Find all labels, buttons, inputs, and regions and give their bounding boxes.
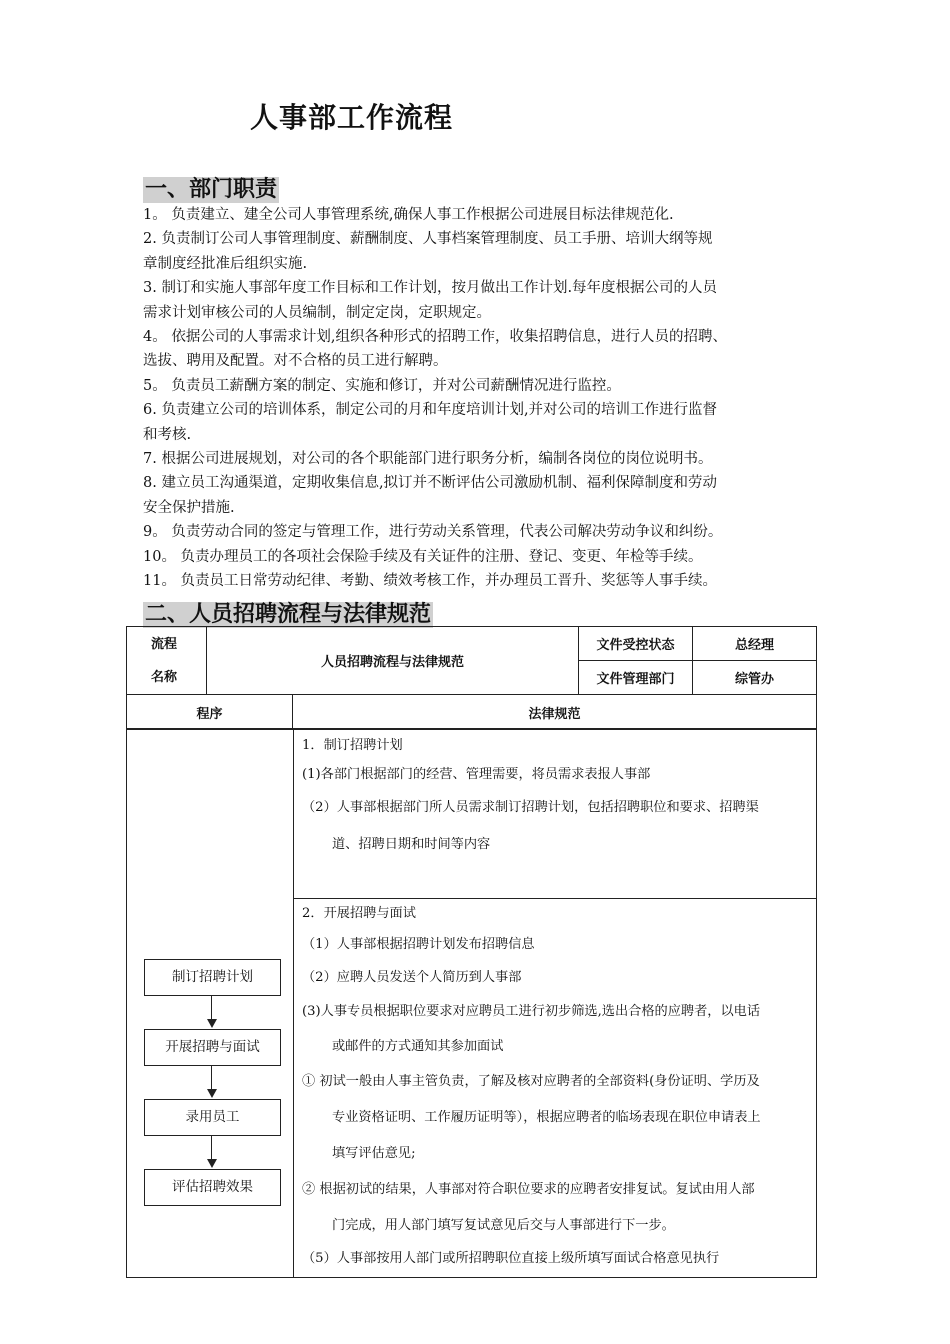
flow-label-2: 名称 <box>151 669 178 685</box>
section-heading-duties: 一、部门职责 <box>145 177 278 202</box>
flow-label-1: 流程 <box>151 636 178 652</box>
law-block-interview <box>302 900 812 1274</box>
law-line: 或邮件的方式通知其参加面试 <box>332 1039 504 1054</box>
law-column-header: 法律规范 <box>293 695 817 730</box>
section-heading-recruitment: 二、人员招聘流程与法律规范 <box>145 602 432 627</box>
duty-line: 2. 负责制订公司人事管理制度、薪酬制度、人事档案管理制度、员工手册、培训大纲等规 <box>143 231 713 248</box>
law-line: 专业资格证明、工作履历证明等），根据应聘者的临场表现在职位申请表上 <box>332 1110 761 1125</box>
law-block-plan <box>302 733 812 865</box>
duty-line: 7. 根据公司进展规划，对公司的各个职能部门进行职务分析，编制各岗位的岗位说明书。 <box>143 451 713 468</box>
page-title: 人事部工作流程 <box>250 101 454 134</box>
control-status-value: 总经理 <box>693 627 817 661</box>
law-block-title: 2．开展招聘与面试 <box>302 906 416 921</box>
procedure-column-header: 程序 <box>127 695 293 730</box>
arrow-down-icon <box>207 1089 217 1098</box>
duty-line: 11。 负责员工日常劳动纪律、考勤、绩效考核工作，并办理员工晋升、奖惩等人事手续。 <box>143 573 718 590</box>
managing-dept-value: 综管办 <box>693 661 817 695</box>
process-body <box>126 728 817 1278</box>
managing-dept-label: 文件管理部门 <box>579 661 693 695</box>
flow-step-plan: 制订招聘计划 <box>144 959 281 996</box>
duties-list <box>143 203 823 594</box>
law-line: （5）人事部按用人部门或所招聘职位直接上级所填写面试合格意见执行 <box>302 1251 720 1266</box>
duty-line: 选拔、聘用及配置。对不合格的员工进行解聘。 <box>143 353 448 370</box>
row-divider <box>294 898 816 899</box>
flow-step-interview: 开展招聘与面试 <box>144 1029 281 1066</box>
duty-line: 8. 建立员工沟通渠道，定期收集信息,拟订并不断评估公司激励机制、福利保障制度和劳动 <box>143 475 718 492</box>
flow-arrow-line <box>211 1135 212 1159</box>
duty-line: 5。 负责员工薪酬方案的制定、实施和修订，并对公司薪酬情况进行监控。 <box>143 377 621 394</box>
arrow-down-icon <box>207 1159 217 1168</box>
duty-line: 1。 负责建立、建全公司人事管理系统,确保人事工作根据公司进展目标法律规范化. <box>143 207 674 223</box>
law-line: ② 根据初试的结果，人事部对符合职位要求的应聘者安排复试。复试由用人部 <box>302 1182 755 1197</box>
law-line: (1)各部门根据部门的经营、管理需要，将员需求表报人事部 <box>302 767 651 782</box>
duty-line: 安全保护措施. <box>143 499 235 516</box>
law-line: （2）应聘人员发送个人简历到人事部 <box>302 970 522 985</box>
law-line: (3)人事专员根据职位要求对应聘员工进行初步筛选,选出合格的应聘者，以电话 <box>302 1004 761 1019</box>
law-line: 道、招聘日期和时间等内容 <box>332 837 491 852</box>
duty-line: 3. 制订和实施人事部年度工作目标和工作计划，按月做出工作计划.每年度根据公司的人员 <box>143 280 718 297</box>
duty-line: 章制度经批准后组织实施. <box>143 255 308 272</box>
flow-arrow-line <box>211 995 212 1019</box>
duty-line: 9。 负责劳动合同的签定与管理工作，进行劳动关系管理，代表公司解决劳动争议和纠纷。 <box>143 524 723 541</box>
duty-line: 10。 负责办理员工的各项社会保险手续及有关证件的注册、登记、变更、年检等手续。 <box>143 548 703 565</box>
column-divider <box>293 729 294 1277</box>
flow-name-value: 人员招聘流程与法律规范 <box>207 627 579 695</box>
law-line: ① 初试一般由人事主管负责，了解及核对应聘者的全部资料(身份证明、学历及 <box>302 1074 760 1089</box>
duty-line: 4。 依据公司的人事需求计划,组织各种形式的招聘工作，收集招聘信息，进行人员的招聘、 <box>143 329 727 346</box>
law-line: 门完成，用人部门填写复试意见后交与人事部进行下一步。 <box>332 1218 675 1233</box>
process-header-table <box>126 626 817 730</box>
duty-line: 6. 负责建立公司的培训体系，制定公司的月和年度培训计划,并对公司的培训工作进行监督 <box>143 402 718 419</box>
duty-line: 需求计划审核公司的人员编制，制定定岗，定职规定。 <box>143 304 491 321</box>
law-line: （2）人事部根据部门所人员需求制订招聘计划，包括招聘职位和要求、招聘渠 <box>302 800 759 815</box>
flow-step-hire: 录用员工 <box>144 1099 281 1136</box>
control-status-label: 文件受控状态 <box>579 627 693 661</box>
flow-arrow-line <box>211 1065 212 1089</box>
flow-name-label-cell <box>127 627 207 695</box>
arrow-down-icon <box>207 1019 217 1028</box>
law-line: （1）人事部根据招聘计划发布招聘信息 <box>302 937 535 952</box>
law-line: 填写评估意见; <box>332 1146 416 1161</box>
flow-step-evaluate: 评估招聘效果 <box>144 1169 281 1206</box>
duty-line: 和考核. <box>143 426 192 443</box>
law-block-title: 1．制订招聘计划 <box>302 738 403 753</box>
